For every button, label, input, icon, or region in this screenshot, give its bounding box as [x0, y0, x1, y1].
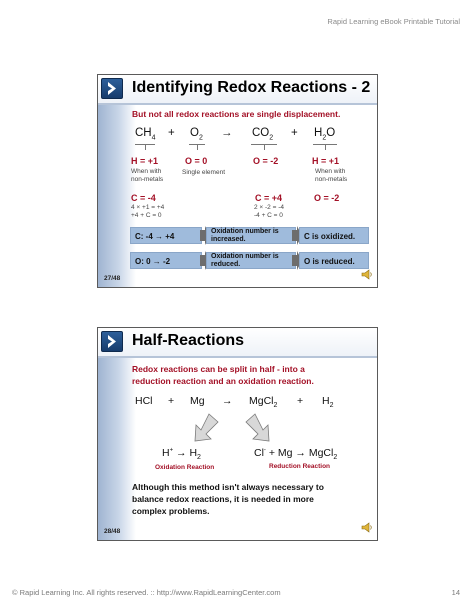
plus-sign: +	[168, 395, 175, 407]
change-box-carbon: C: -4 → +4	[130, 227, 202, 244]
arrow-icon: →	[222, 395, 233, 407]
footer-copyright: © Rapid Learning Inc. All rights reserved. :: http://www.RapidLearningCenter.com	[12, 588, 281, 597]
ox-number-o-o2: O = 0	[185, 156, 208, 166]
reduction-half-reaction: Cl- + Mg → MgCl$_2$	[254, 447, 338, 462]
effect-box-oxygen: Oxidation number is reduced.	[206, 252, 296, 269]
formula-co2: $CO_2$	[252, 127, 274, 142]
slide-gradient	[98, 356, 136, 540]
note-h-h2o: non-metals	[315, 176, 348, 183]
calc-c-co2: -4 + C = 0	[254, 212, 283, 219]
bracket-line	[197, 145, 198, 150]
change-box-oxygen: O: 0 → -2	[130, 252, 202, 269]
next-slide-button[interactable]	[101, 78, 123, 99]
note-text: balance redox reactions, it is needed in more	[132, 494, 314, 504]
calc-c-ch4: +4 + C = 0	[131, 212, 162, 219]
formula-h2: $H_2$	[322, 395, 334, 410]
ox-number-c-co2: C = +4	[255, 193, 283, 203]
speaker-icon[interactable]	[361, 269, 373, 280]
slide-titlebar	[98, 75, 377, 105]
ox-number-o-co2: O = -2	[253, 156, 279, 166]
bracket-line	[325, 145, 326, 150]
speaker-icon[interactable]	[361, 522, 373, 533]
next-slide-button[interactable]	[101, 331, 123, 352]
result-box-carbon: C is oxidized.	[299, 227, 369, 244]
chevron-right-icon	[105, 334, 119, 349]
result-box-oxygen: O is reduced.	[299, 252, 369, 269]
plus-sign: +	[297, 395, 304, 407]
slide-title: Identifying Redox Reactions - 2	[132, 79, 371, 96]
page-header: Rapid Learning eBook Printable Tutorial	[327, 17, 460, 26]
slide-28	[97, 327, 378, 541]
note-h-ch4: non-metals	[131, 176, 164, 183]
bracket-line	[264, 145, 265, 150]
oxidation-half-reaction: $H^+ \to H_2$	[162, 447, 201, 462]
plus-sign: +	[291, 127, 298, 139]
ox-number-h-ch4: H = +1	[131, 156, 159, 166]
note-h-ch4: When with	[131, 168, 162, 175]
note-text: Although this method isn't always necessary to	[132, 482, 324, 492]
chevron-right-icon	[105, 81, 119, 96]
slide-subtitle: But not all redox reactions are single displacement.	[132, 109, 341, 119]
slide-title: Half-Reactions	[132, 332, 245, 349]
bracket-line	[145, 145, 146, 150]
slide-page-number: 28/48	[104, 528, 121, 535]
calc-c-co2: 2 × -2 = -4	[254, 204, 284, 211]
formula-o2: $O_2$	[190, 127, 203, 142]
reduction-label: Reduction Reaction	[269, 463, 331, 470]
slide-27	[97, 74, 378, 288]
ox-number-o-h2o: O = -2	[314, 193, 340, 203]
ox-number-c-ch4: C = -4	[131, 193, 156, 203]
formula-hcl: HCl	[135, 395, 153, 407]
arrow-icon: →	[221, 127, 233, 139]
note-text: complex problems.	[132, 506, 210, 516]
arrow-down-right-icon	[242, 413, 272, 443]
slide-page-number: 27/48	[104, 275, 121, 282]
formula-mgcl2: MgCl$_2$	[249, 395, 278, 410]
formula-mg: Mg	[190, 395, 205, 407]
slide-subtitle: Redox reactions can be split in half - into a	[132, 364, 305, 374]
note-o-o2: Single element	[182, 169, 225, 176]
footer-page-number: 14	[451, 588, 460, 597]
oxidation-label: Oxidation Reaction	[155, 464, 215, 471]
plus-sign: +	[168, 127, 175, 139]
slide-titlebar	[98, 328, 377, 358]
arrow-down-left-icon	[192, 413, 222, 443]
formula-ch4: $CH_4$	[135, 127, 156, 142]
calc-c-ch4: 4 × +1 = +4	[131, 204, 165, 211]
slide-subtitle: reduction reaction and an oxidation reaction.	[132, 376, 314, 386]
note-h-h2o: When with	[315, 168, 346, 175]
formula-h2o: $H_2O$	[314, 127, 336, 142]
ox-number-h-h2o: H = +1	[312, 156, 340, 166]
effect-box-carbon: Oxidation number is increased.	[206, 227, 296, 244]
